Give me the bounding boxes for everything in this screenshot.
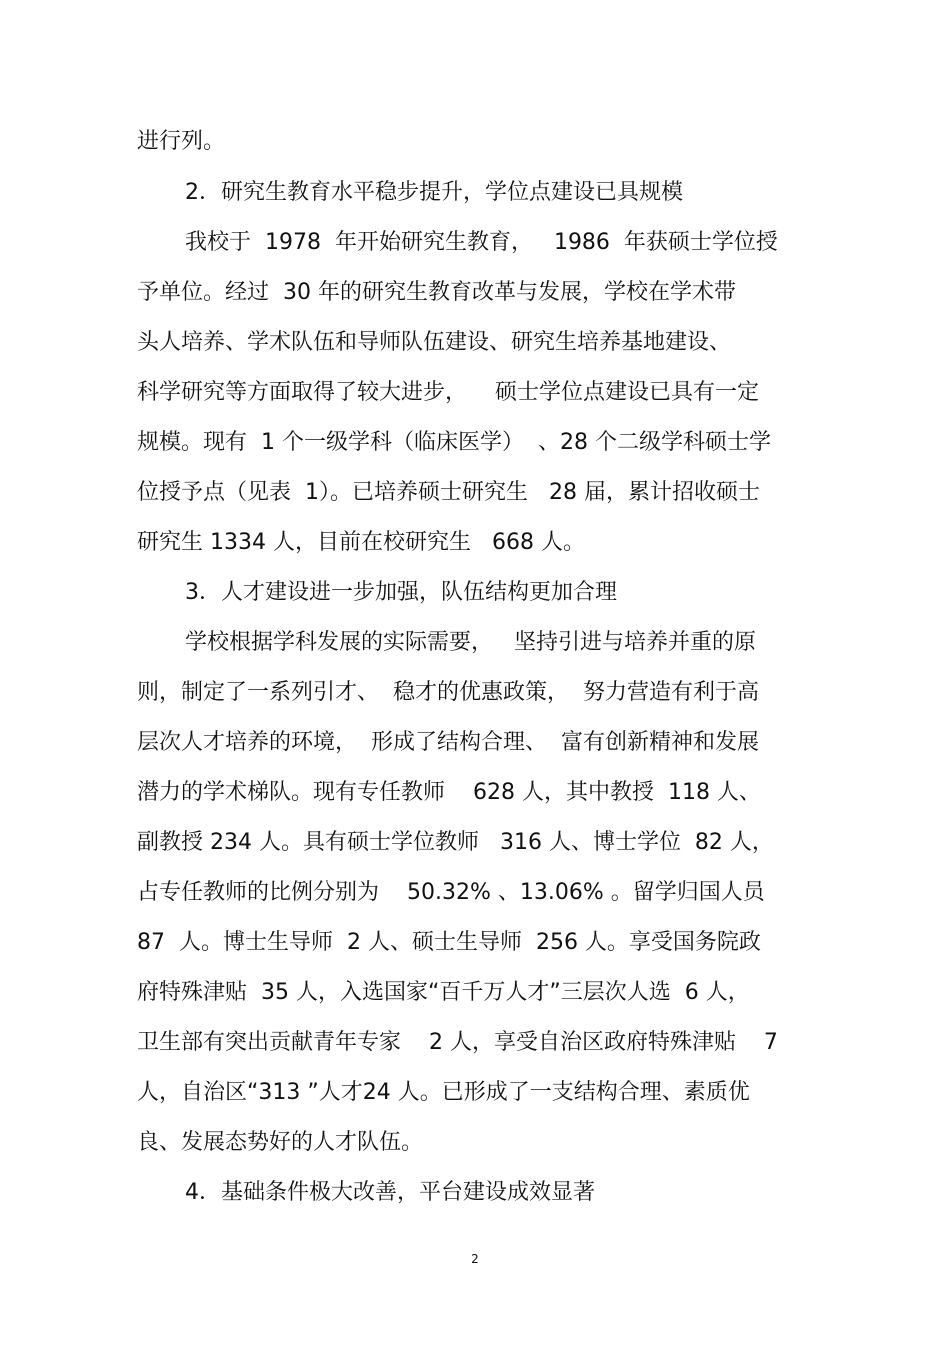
text-line: 卫生部有突出贡献青年专家 2 人，享受自治区政府特殊津贴 7 bbox=[137, 1030, 778, 1055]
text-line: 占专任教师的比例分别为 50.32% 、13.06% 。留学归国人员 bbox=[137, 880, 765, 905]
text-line: 副教授 234 人。具有硕士学位教师 316 人、博士学位 82 人， bbox=[137, 830, 774, 855]
text-line: 位授予点（见表 1）。已培养硕士研究生 28 届，累计招收硕士 bbox=[137, 480, 760, 505]
text-line: 87 人。博士生导师 2 人、硕士生导师 256 人。享受国务院政 bbox=[137, 930, 761, 955]
text-line: 规模。现有 1 个一级学科（临床医学） 、28 个二级学科硕士学 bbox=[137, 430, 771, 455]
text-line: 潜力的学术梯队。现有专任教师 628 人，其中教授 118 人、 bbox=[137, 780, 761, 805]
text-line: 府特殊津贴 35 人，入选国家“百千万人才”三层次人选 6 人， bbox=[137, 980, 750, 1005]
text-line: 予单位。经过 30 年的研究生教育改革与发展，学校在学术带 bbox=[137, 280, 736, 305]
text-line: 头人培养、学术队伍和导师队伍建设、研究生培养基地建设、 bbox=[137, 330, 732, 355]
section-heading: 2．研究生教育水平稳步提升，学位点建设已具规模 bbox=[185, 180, 683, 205]
text-line: 科学研究等方面取得了较大进步， 硕士学位点建设已具有一定 bbox=[137, 380, 759, 405]
text-line: 层次人才培养的环境， 形成了结构合理、 富有创新精神和发展 bbox=[137, 730, 759, 755]
text-line: 研究生 1334 人，目前在校研究生 668 人。 bbox=[137, 530, 585, 555]
text-line: 则，制定了一系列引才、 稳才的优惠政策， 努力营造有利于高 bbox=[137, 680, 759, 705]
text-line: 学校根据学科发展的实际需要， 坚持引进与培养并重的原 bbox=[185, 630, 756, 655]
section-heading: 3．人才建设进一步加强，队伍结构更加合理 bbox=[185, 580, 617, 605]
text-line: 我校于 1978 年开始研究生教育， 1986 年获硕士学位授 bbox=[185, 230, 778, 255]
page-number: 2 bbox=[471, 1252, 479, 1266]
text-line: 人，自治区“313 ”人才24 人。已形成了一支结构合理、素质优 bbox=[137, 1080, 750, 1105]
text-line: 良、发展态势好的人才队伍。 bbox=[137, 1130, 424, 1155]
text-line: 进行列。 bbox=[137, 129, 226, 154]
section-heading: 4．基础条件极大改善，平台建设成效显著 bbox=[185, 1180, 595, 1205]
